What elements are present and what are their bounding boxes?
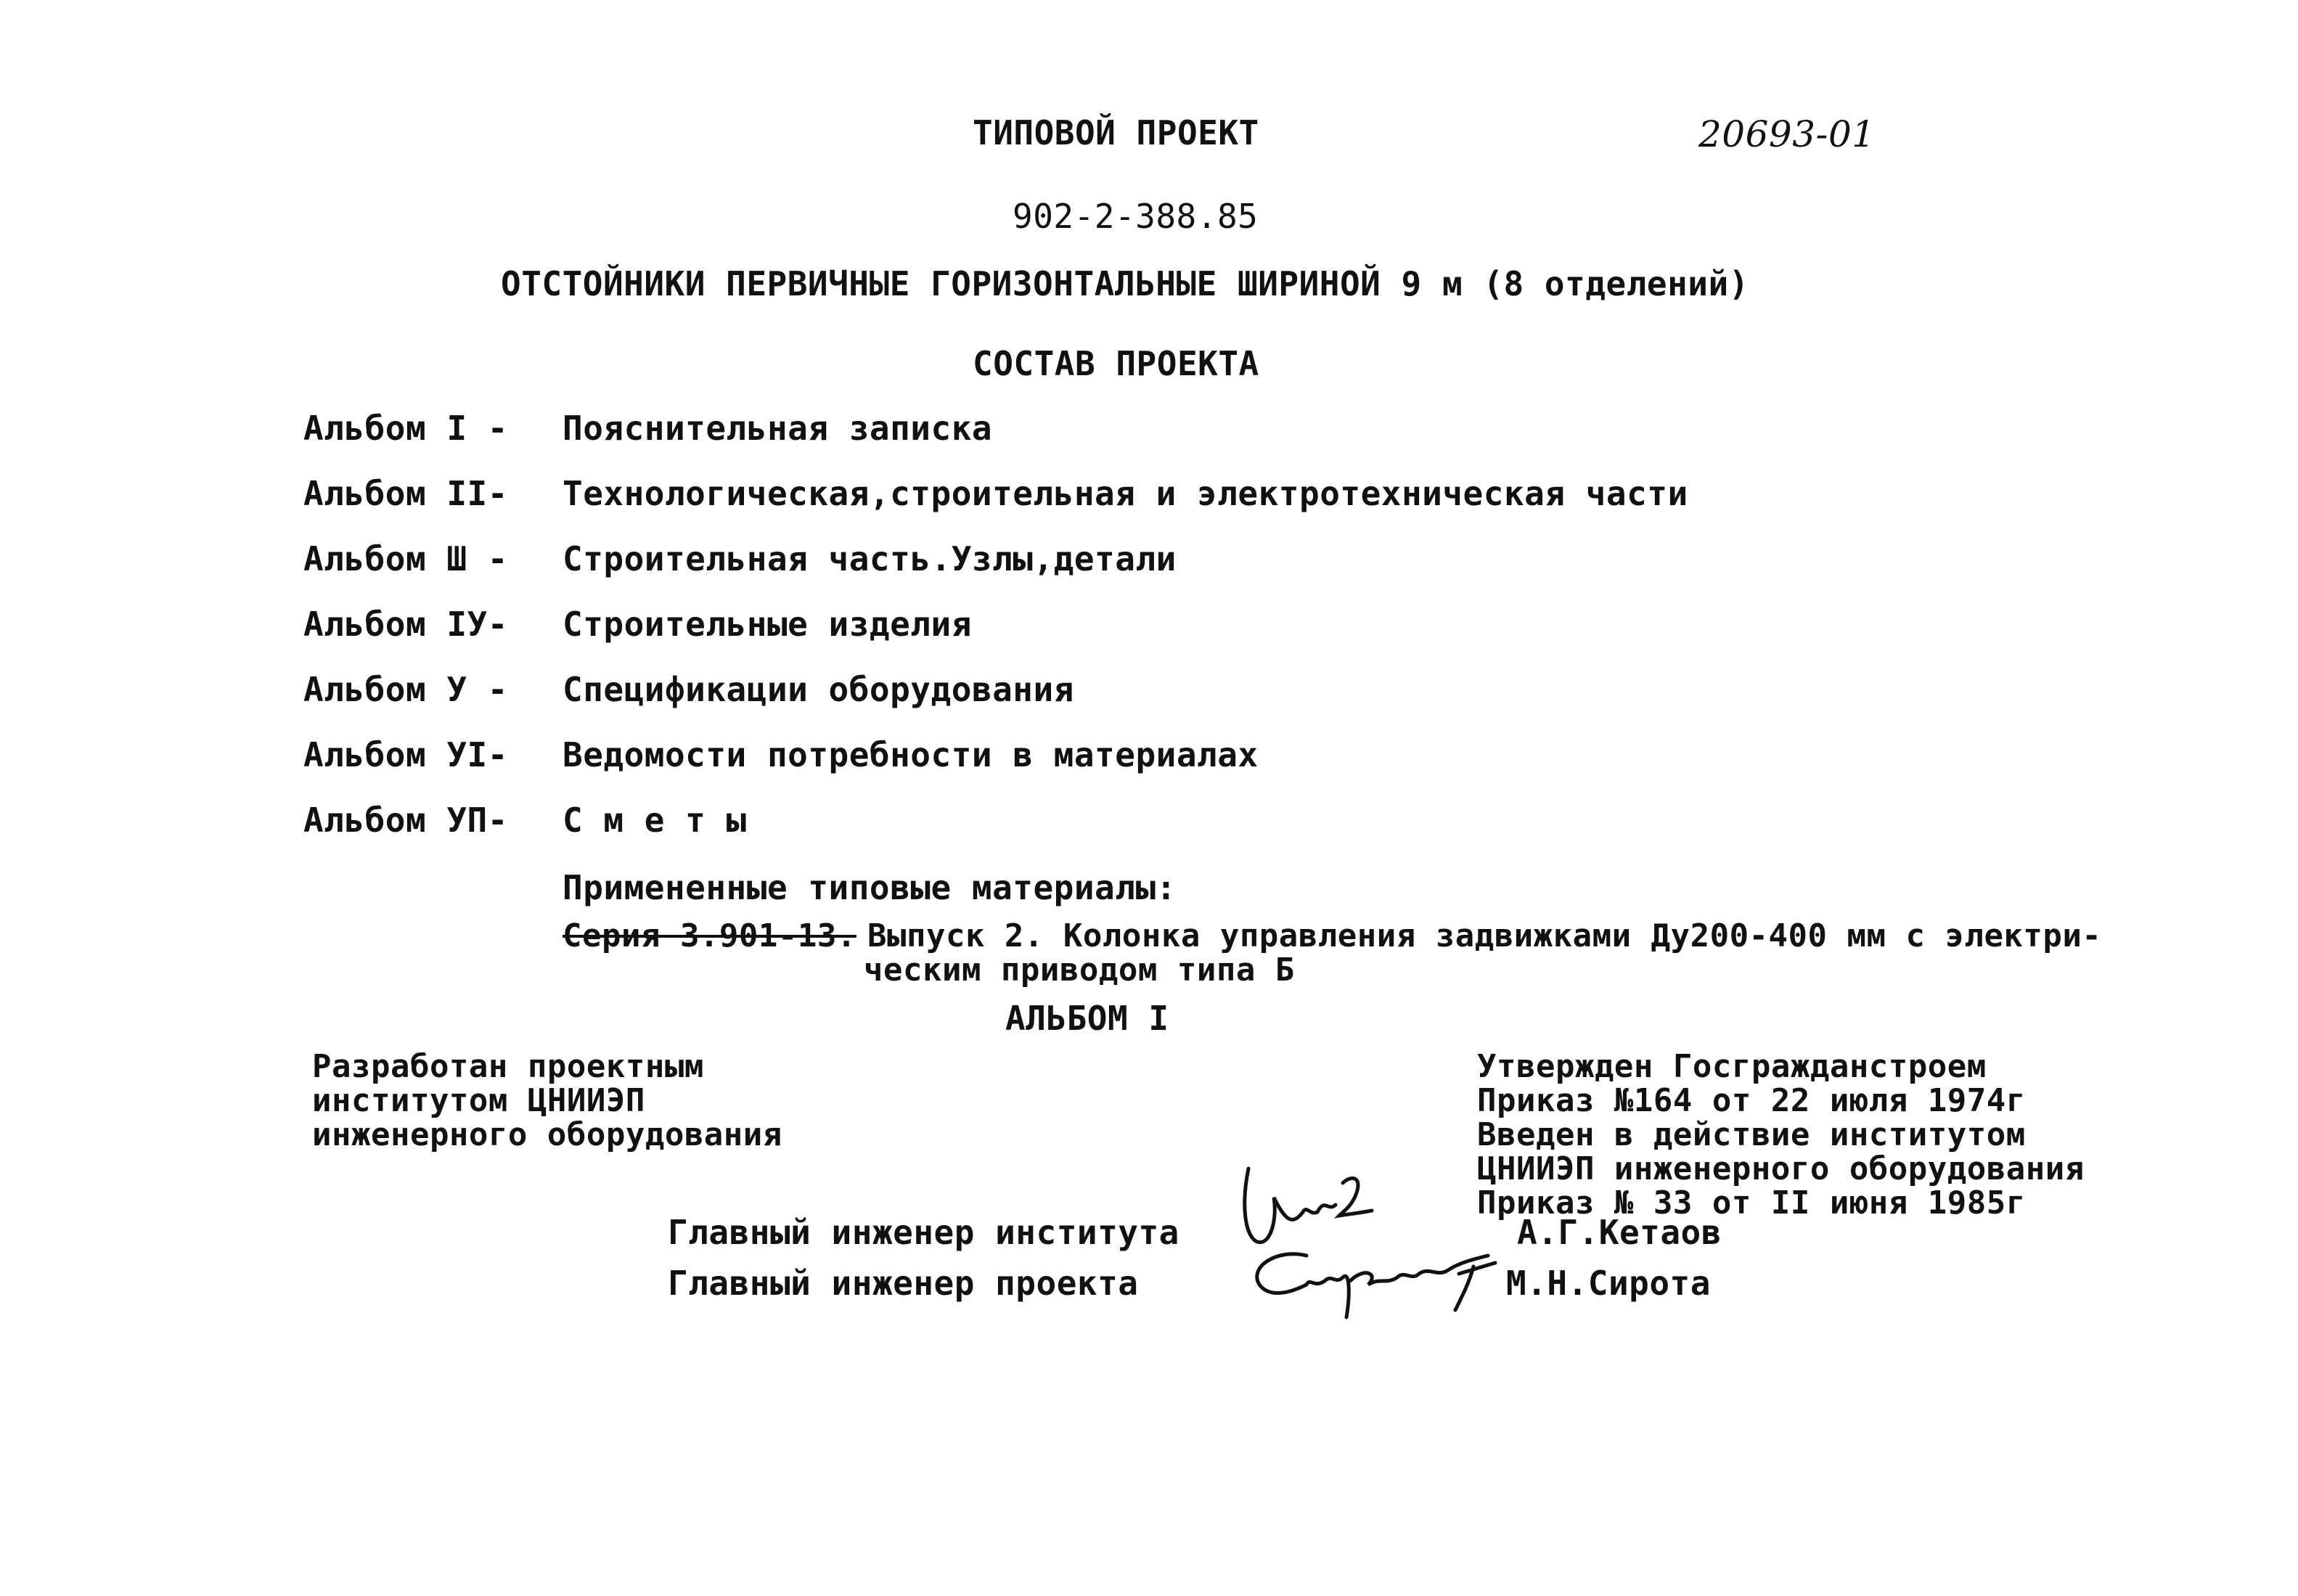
album-label: Альбом УI- [303,735,508,774]
signature-name: А.Г.Кетаов [1517,1213,1722,1252]
developer-line-3: инженерного оборудования [312,1116,782,1153]
approval-line-5: Приказ № 33 от II июня 1985г [1477,1184,2026,1221]
project-title: ОТСТОЙНИКИ ПЕРВИЧНЫЕ ГОРИЗОНТАЛЬНЫЕ ШИРИНОЙ 9 м (8 отделений) [501,264,1749,303]
signature-role: Главный инженер проекта [668,1264,1139,1303]
album-label: Альбом У - [303,670,508,709]
signature-role: Главный инженер института [668,1213,1179,1252]
album-label: Альбом УП- [303,801,508,840]
signature-chief-engineer-project [1241,1237,1524,1325]
materials-heading: Примененные типовые материалы: [563,868,1177,907]
album-title: Технологическая,строительная и электротехническая части [563,474,1688,513]
album-label: Альбом II- [303,474,508,513]
album-title: Пояснительная записка [563,409,993,448]
album-title: С м е т ы [563,801,747,840]
album-marker: АЛЬБОМ I [1005,999,1169,1038]
developer-line-2: институтом ЦНИИЭП [312,1082,645,1119]
album-label: Альбом IУ- [303,605,508,644]
materials-series: Серия 3.901-13. [563,917,856,954]
section-title: СОСТАВ ПРОЕКТА [973,344,1259,383]
document-number: 20693-01 [1698,113,1876,155]
signature-name: М.Н.Сирота [1506,1264,1711,1303]
album-title: Спецификации оборудования [563,670,1074,709]
document-type-label: ТИПОВОЙ ПРОЕКТ [973,113,1259,152]
album-label: Альбом Ш - [303,539,508,578]
materials-line-2: ческим приводом типа Б [864,952,1295,989]
materials-line-1: Выпуск 2. Колонка управления задвижками Ду200-400 мм с электри- [867,917,2102,954]
developer-line-1: Разработан проектным [312,1048,704,1085]
approval-line-3: Введен в действие институтом [1477,1116,2026,1153]
album-title: Ведомости потребности в материалах [563,735,1259,774]
project-code: 902-2-388.85 [1013,197,1259,236]
approval-line-4: ЦНИИЭП инженерного оборудования [1477,1150,2085,1187]
album-title: Строительная часть.Узлы,детали [563,539,1177,578]
approval-line-1: Утвержден Госгражданстроем [1477,1048,1987,1085]
album-label: Альбом I - [303,409,508,448]
approval-line-2: Приказ №164 от 22 июля 1974г [1477,1082,2026,1119]
album-title: Строительные изделия [563,605,972,644]
